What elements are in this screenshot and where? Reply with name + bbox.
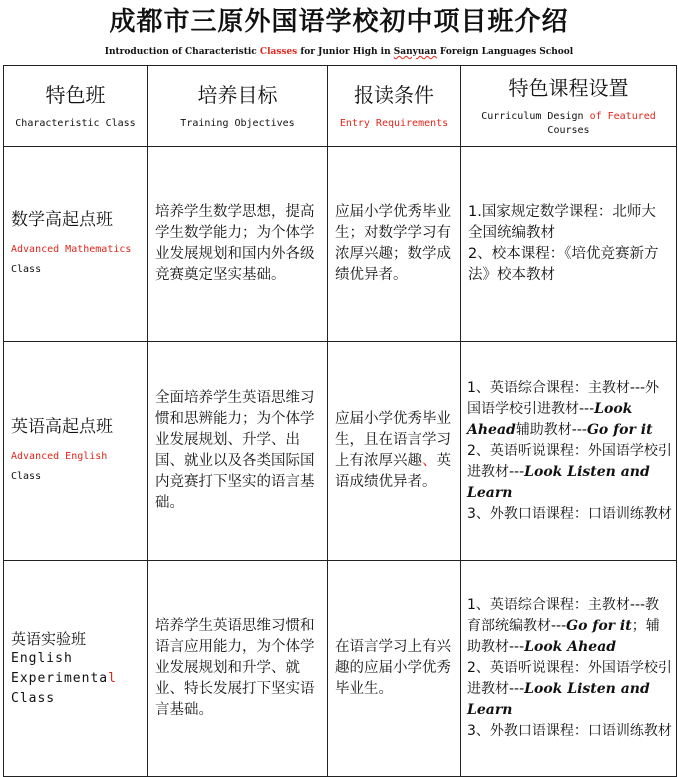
curriculum-text: 1、英语综合课程：主教材---外国语学校引进教材--- xyxy=(467,379,660,417)
textbook-title: Go for it xyxy=(586,421,653,438)
objectives-cell: 培养学生数学思想，提高学生数学能力；为个体学业发展规划和国内外各级竞赛奠定坚实基础。 xyxy=(148,147,328,342)
curriculum-text: 2、英语听说课程：外国语学校引进教材--- xyxy=(467,442,672,480)
table-row xyxy=(4,147,677,342)
header-objectives xyxy=(148,66,328,147)
header-class-zh: 特色班 xyxy=(45,83,106,107)
objectives-cell: 培养学生英语思维习惯和语言应用能力，为个体学业发展规划和升学、就业、特长发展打下坚实语言基础。 xyxy=(148,561,328,777)
objectives-cell: 全面培养学生英语思维习惯和思辨能力；为个体学业发展规划、升学、出国、就业以及各类国际国内竞赛打下坚实的语言基础。 xyxy=(148,342,328,561)
header-row xyxy=(4,66,677,147)
textbook-title: Go for it xyxy=(566,618,632,634)
textbook-title: Look Listen and Learn xyxy=(467,463,650,501)
curriculum-line: 2、校本课程：《培优竞赛新方法》校本教材 xyxy=(468,246,659,283)
class-name-zh: 英语高起点班 xyxy=(11,417,113,437)
class-name-en-2b: l xyxy=(108,670,117,686)
requirements-text-4: 英语成绩优异者。 xyxy=(335,453,451,490)
page-subtitle xyxy=(0,46,678,58)
class-name-zh: 英语实验班 xyxy=(11,629,87,648)
curriculum-cell xyxy=(461,561,677,777)
textbook-title: Look Ahead xyxy=(467,400,633,438)
requirements-text-3: 、 xyxy=(422,453,437,469)
class-name-en-2 xyxy=(11,669,147,689)
curriculum-line: 1.国家规定数学课程：北师大全国统编教材 xyxy=(468,204,656,241)
subtitle-part2: Classes xyxy=(259,47,298,57)
header-objectives-en: Training Objectives xyxy=(180,118,295,129)
header-class-en: Characteristic Class xyxy=(15,118,136,129)
header-curriculum-en-1: Curriculum Design xyxy=(481,111,590,122)
curriculum-text: 2、英语听说课程：外国语学校引进教材--- xyxy=(467,660,672,697)
curriculum-line: 3、外教口语课程：口语训练教材 xyxy=(467,505,672,522)
requirements-cell: 在语言学习上有兴趣的应届小学优秀毕业生。 xyxy=(328,561,461,777)
class-name-en: Advanced Mathematics xyxy=(11,244,132,255)
class-name-en-3: Class xyxy=(11,690,56,706)
requirements-text-1: 应届小学优秀毕业生，且在语言学习上有浓厚兴 xyxy=(335,411,451,469)
table-row xyxy=(4,561,677,777)
curriculum-cell xyxy=(461,147,677,342)
class-name-en-2: Class xyxy=(11,471,42,482)
subtitle-part5: Foreign Languages School xyxy=(436,47,574,57)
class-name-cell xyxy=(4,342,148,561)
curriculum-line xyxy=(467,441,672,504)
subtitle-part4: Sanyuan xyxy=(393,47,437,57)
header-curriculum-zh: 特色课程设置 xyxy=(508,76,629,100)
header-curriculum-en-2: of Featured xyxy=(589,111,656,122)
class-name-en: English xyxy=(11,650,73,666)
requirements-cell: 应届小学优秀毕业生；对数学学习有浓厚兴趣；数学成绩优异者。 xyxy=(328,147,461,342)
class-name-en-2: Class xyxy=(11,264,42,275)
requirements-cell xyxy=(328,342,461,561)
header-curriculum-en-3: Courses xyxy=(547,125,590,136)
curriculum-line xyxy=(467,658,672,721)
class-name-cell xyxy=(4,147,148,342)
requirements-text-2: 趣 xyxy=(407,453,422,469)
subtitle-part1: Introduction of Characteristic xyxy=(104,47,260,57)
class-name-zh: 数学高起点班 xyxy=(11,210,113,230)
textbook-title: Look Ahead xyxy=(524,639,617,655)
subtitle-part3: for Junior High in xyxy=(297,47,394,57)
curriculum-text: 1、英语综合课程：主教材---教育部统编教材--- xyxy=(467,597,660,634)
header-curriculum xyxy=(461,66,677,147)
header-requirements xyxy=(328,66,461,147)
curriculum-text: ；辅助教材--- xyxy=(467,618,660,655)
header-class xyxy=(4,66,148,147)
class-name-en-2a: Experimenta xyxy=(11,670,109,686)
header-requirements-zh: 报读条件 xyxy=(354,83,434,107)
table-row xyxy=(4,342,677,561)
textbook-title: Look Listen and Learn xyxy=(467,681,650,718)
curriculum-line xyxy=(467,378,672,441)
class-name-cell xyxy=(4,561,148,777)
page-title: 成都市三原外国语学校初中项目班介绍 xyxy=(109,7,569,37)
header-curriculum-en xyxy=(461,110,676,138)
header-requirements-en: Entry Requirements xyxy=(339,118,449,129)
curriculum-line: 3、外教口语课程：口语训练教材 xyxy=(467,723,672,739)
header-objectives-zh: 培养目标 xyxy=(197,83,278,107)
curriculum-cell xyxy=(461,342,677,561)
class-table xyxy=(3,65,677,777)
curriculum-text: 辅助教材--- xyxy=(515,421,587,438)
curriculum-line xyxy=(467,595,672,658)
class-name-en: Advanced English xyxy=(11,451,108,462)
